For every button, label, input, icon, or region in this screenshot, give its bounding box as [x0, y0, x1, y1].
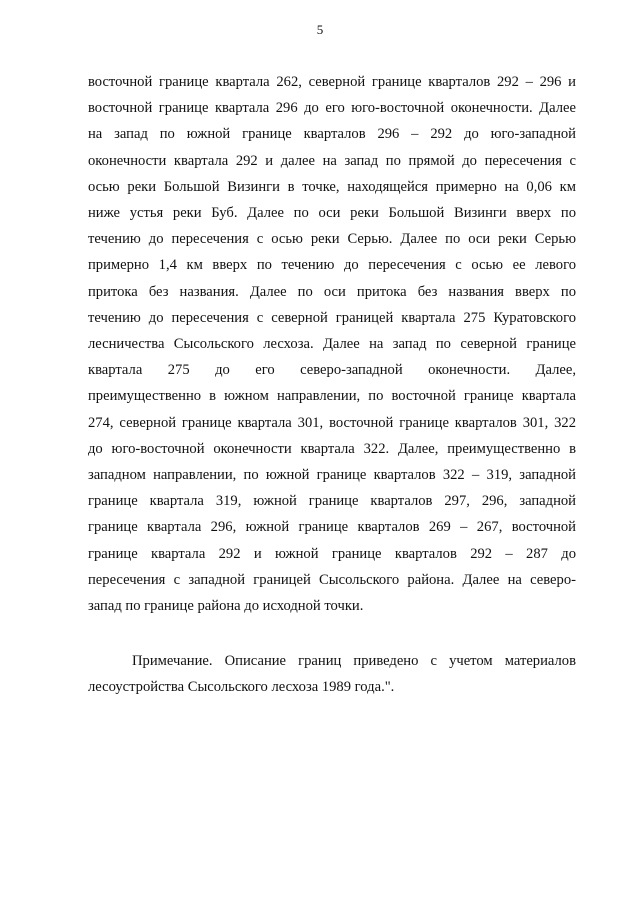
text-line: оконечности квартала 292 и далее на запад по прямой до пересечения с: [88, 152, 576, 169]
note-line: Примечание. Описание границ приведено с учетом материалов: [132, 653, 576, 669]
text-line: ниже устья реки Буб. Далее по оси реки Большой Визинги вверх по: [88, 205, 576, 222]
text-line: преимущественно в южном направлении, по восточной границе квартала: [88, 388, 576, 405]
page-number: 5: [316, 22, 324, 37]
text-line: притока без названия. Далее по оси притока без названия вверх по: [88, 283, 576, 300]
text-line: границе квартала 292 и южной границе кварталов 292 – 287 до: [88, 545, 576, 562]
text-line: границе квартала 296, южной границе кварталов 269 – 267, восточной: [88, 519, 576, 536]
text-line: примерно 1,4 км вверх по течению до пересечения с осью ее левого: [88, 257, 576, 274]
text-line: западном направлении, по южной границе кварталов 322 – 319, западной: [88, 467, 576, 484]
text-line: осью реки Большой Визинги в точке, находящейся примерно на 0,06 км: [88, 178, 576, 195]
text-line: лесничества Сысольского лесхоза. Далее на запад по северной границе: [88, 336, 576, 353]
text-line: пересечения с западной границей Сысольского района. Далее на северо-: [88, 571, 576, 588]
text-line: до юго-восточной оконечности квартала 322. Далее, преимущественно в: [88, 440, 576, 457]
text-line: запад по границе района до исходной точки.: [88, 598, 364, 615]
text-line: 274, северной границе квартала 301, восточной границе кварталов 301, 322: [88, 414, 576, 431]
note-line: лесоустройства Сысольского лесхоза 1989 года.".: [88, 679, 395, 696]
text-line: восточной границе квартала 296 до его юго-восточной оконечности. Далее: [88, 100, 576, 117]
note-paragraph: [88, 648, 576, 700]
text-line: границе квартала 319, южной границе кварталов 297, 296, западной: [88, 493, 576, 510]
text-line: квартала 275 до его северо-западной оконечности. Далее,: [88, 362, 576, 379]
text-line: течению до пересечения с осью реки Серью. Далее по оси реки Серью: [88, 231, 576, 248]
text-line: на запад по южной границе кварталов 296 – 292 до юго-западной: [88, 126, 576, 143]
main-paragraph: [88, 69, 576, 619]
text-line: восточной границе квартала 262, северной границе кварталов 292 – 296 и: [88, 74, 576, 90]
text-line: течению до пересечения с северной границей квартала 275 Куратовского: [88, 309, 576, 326]
